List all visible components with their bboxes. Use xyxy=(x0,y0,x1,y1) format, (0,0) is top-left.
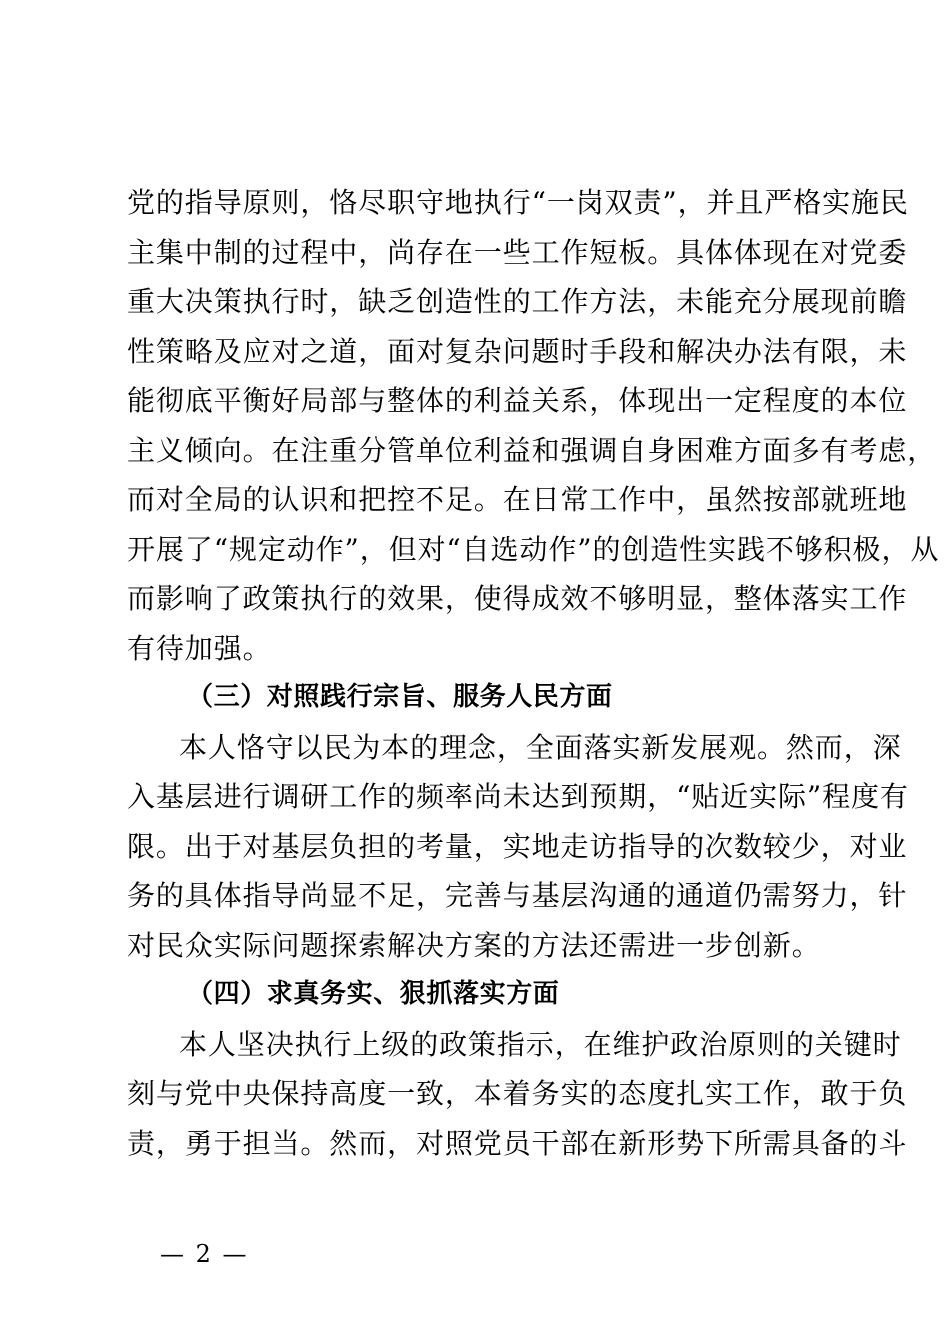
paragraph-line: 重大决策执行时，缺乏创造性的工作方法，未能充分展现前瞻 xyxy=(127,285,908,318)
section-4-line: 责，勇于担当。然而，对照党员干部在新形势下所需具备的斗 xyxy=(127,1126,908,1160)
paragraph-line: 性策略及应对之道，面对复杂问题时手段和解决办法有限，未 xyxy=(127,334,908,368)
paragraph-line: 而对全局的认识和把控不足。在日常工作中，虽然按部就班地 xyxy=(127,483,908,516)
paragraph-line: 能彻底平衡好局部与整体的利益关系，体现出一定程度的本位 xyxy=(127,384,908,417)
section-3-line: 务的具体指导尚显不足，完善与基层沟通的通道仍需努力，针 xyxy=(127,879,908,912)
section-4-line: 本人坚决执行上级的政策指示，在维护政治原则的关键时 xyxy=(179,1027,902,1061)
paragraph-line: 主集中制的过程中，尚存在一些工作短板。具体体现在对党委 xyxy=(127,235,908,269)
section-3-heading: （三）对照践行宗旨、服务人民方面 xyxy=(187,682,613,712)
section-3-line: 对民众实际问题探索解决方案的方法还需进一步创新。 xyxy=(127,928,821,962)
paragraph-line: 开展了“规定动作”，但对“自选动作”的创造性实践不够积极，从 xyxy=(127,532,940,566)
section-3-line: 限。出于对基层负担的考量，实地走访指导的次数较少，对业 xyxy=(127,829,908,863)
section-3-line: 本人恪守以民为本的理念，全面落实新发展观。然而，深 xyxy=(179,730,902,764)
paragraph-line: 主义倾向。在注重分管单位利益和强调自身困难方面多有考虑， xyxy=(127,433,937,467)
document-body xyxy=(127,178,940,1168)
page-number: — 2 — xyxy=(160,1240,249,1268)
section-4-line: 刻与党中央保持高度一致，本着务实的态度扎实工作，敢于负 xyxy=(127,1077,908,1110)
paragraph-line: 党的指导原则，恪尽职守地执行“一岗双责”，并且严格实施民 xyxy=(127,186,909,219)
paragraph-line: 有待加强。 xyxy=(127,631,272,665)
section-4-heading: （四）求真务实、狠抓落实方面 xyxy=(187,979,560,1009)
section-3-line: 入基层进行调研工作的频率尚未达到预期，“贴近实际”程度有 xyxy=(127,780,909,813)
paragraph-line: 而影响了政策执行的效果，使得成效不够明显，整体落实工作 xyxy=(127,582,908,615)
